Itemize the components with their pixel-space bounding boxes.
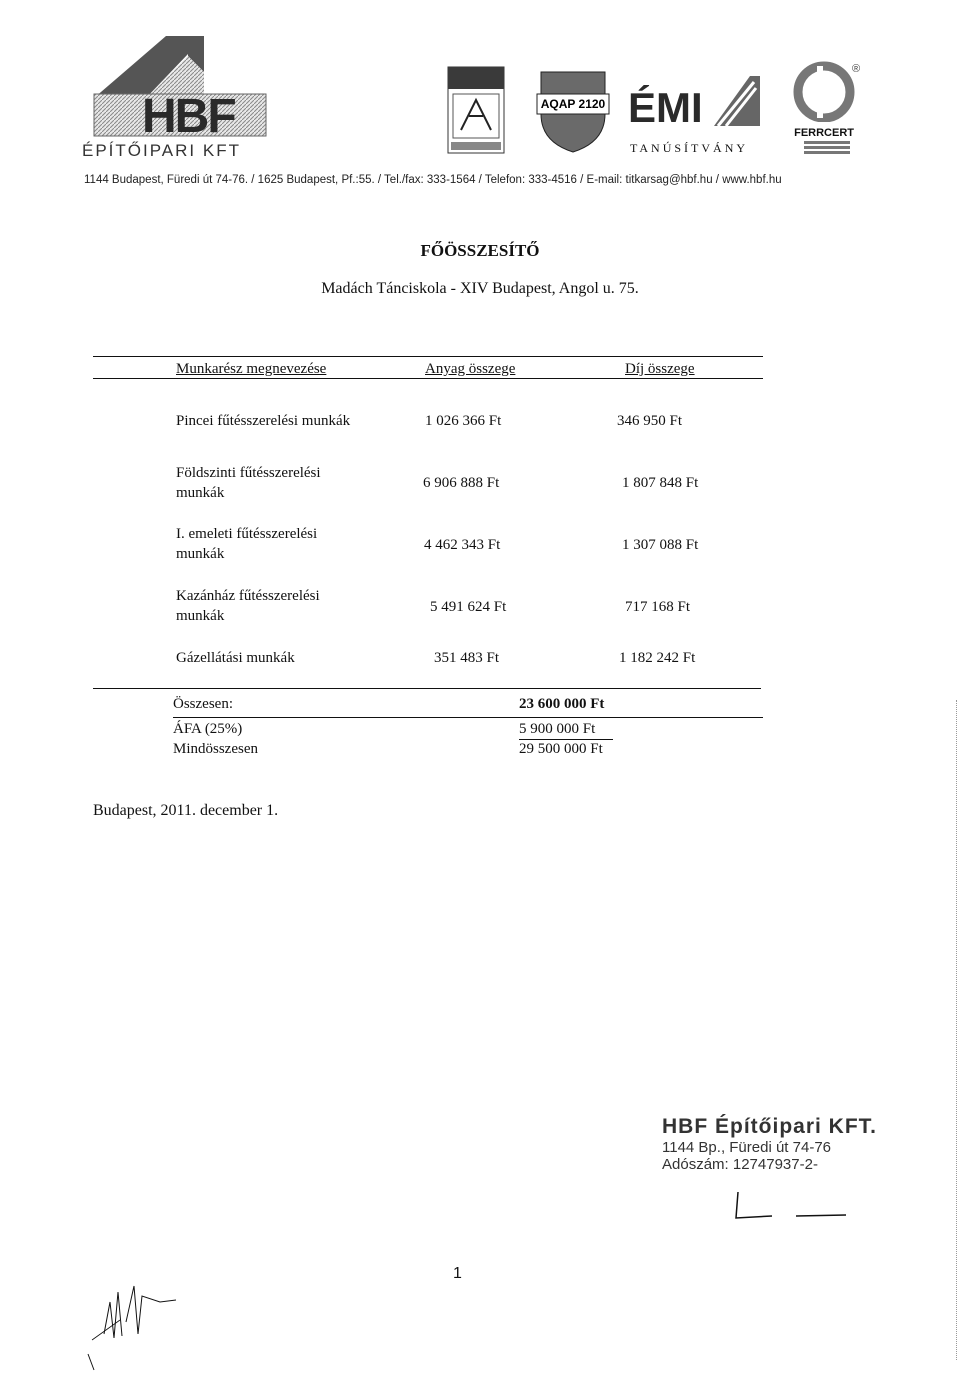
emi-label: ÉMI [628,84,703,130]
cert-logo-emi [622,70,772,154]
row-name: Pincei fűtésszerelési munkák [176,413,351,429]
row-name [176,524,317,564]
vat-value: 5 900 000 Ft [519,721,596,737]
row-name [176,586,320,626]
svg-text:®: ® [852,63,860,75]
cert-logo-1 [447,66,505,154]
sum-label: Összesen: [173,696,233,712]
stamp-tax-number: Adószám: 12747937-2- [662,1156,818,1173]
table-top-rule [93,356,763,357]
company-logo [86,32,272,154]
aqap-label: AQAP 2120 [540,97,606,111]
row-dij: 346 950 Ft [617,413,683,429]
row-dij: 1 182 242 Ft [619,650,696,666]
header-name: Munkarész megnevezése [176,361,327,377]
ferrcert-label: FERRCERT [794,127,854,139]
row-name-line1: I. emeleti fűtésszerelési [176,526,318,542]
document-date: Budapest, 2011. december 1. [93,802,279,819]
stamp-company: HBF Építőipari KFT. [662,1115,877,1138]
totals-top-rule [93,688,761,689]
company-stamp [662,1115,877,1173]
row-name-line1: Földszinti fűtésszerelési [176,465,321,481]
row-name-line2: munkák [176,485,225,501]
document-subtitle: Madách Tánciskola - XIV Budapest, Angol u. 75. [321,280,639,297]
grand-value: 29 500 000 Ft [519,741,603,757]
sum-value: 23 600 000 Ft [519,696,605,712]
row-name: Gázellátási munkák [176,650,295,666]
stamp-address: 1144 Bp., Füredi út 74-76 [662,1139,831,1156]
company-subtitle: ÉPÍTŐIPARI KFT [82,141,241,160]
row-anyag: 6 906 888 Ft [423,475,500,491]
page-number: 1 [453,1265,462,1282]
emi-subtitle: TANÚSÍTVÁNY [630,141,749,155]
cert-logo-aqap [531,64,615,154]
vat-label: ÁFA (25%) [173,721,243,737]
scan-edge [956,700,957,1360]
row-dij: 1 807 848 Ft [622,475,699,491]
contact-line: 1144 Budapest, Füredi út 74-76. / 1625 Budapest, Pf.:55. / Tel./fax: 333-1564 / Telefon: 333-4516 / E-mail: titkarsag@hbf.hu / www.hbf.hu [84,174,782,186]
document-title: FŐÖSSZESÍTŐ [420,241,540,260]
row-name-line2: munkák [176,608,225,624]
svg-text:HBF: HBF [142,90,235,143]
table-header-rule [93,378,763,379]
row-dij: 717 168 Ft [625,599,691,615]
row-name-line1: Kazánház fűtésszerelési [176,588,320,604]
row-anyag: 1 026 366 Ft [425,413,502,429]
row-name [176,463,321,503]
row-dij: 1 307 088 Ft [622,537,699,553]
cert-logo-ferrcert [790,60,860,156]
grand-label: Mindösszesen [173,741,258,757]
signature-right [728,1188,848,1233]
row-anyag: 4 462 343 Ft [424,537,501,553]
signature-left [80,1262,190,1385]
row-anyag: 5 491 624 Ft [430,599,507,615]
row-name-line2: munkák [176,546,225,562]
ferrcert-detail [804,141,860,154]
header-anyag: Anyag összege [425,361,516,377]
header-dij: Díj összege [625,361,695,377]
sum-underline [173,717,763,718]
row-anyag: 351 483 Ft [434,650,500,666]
